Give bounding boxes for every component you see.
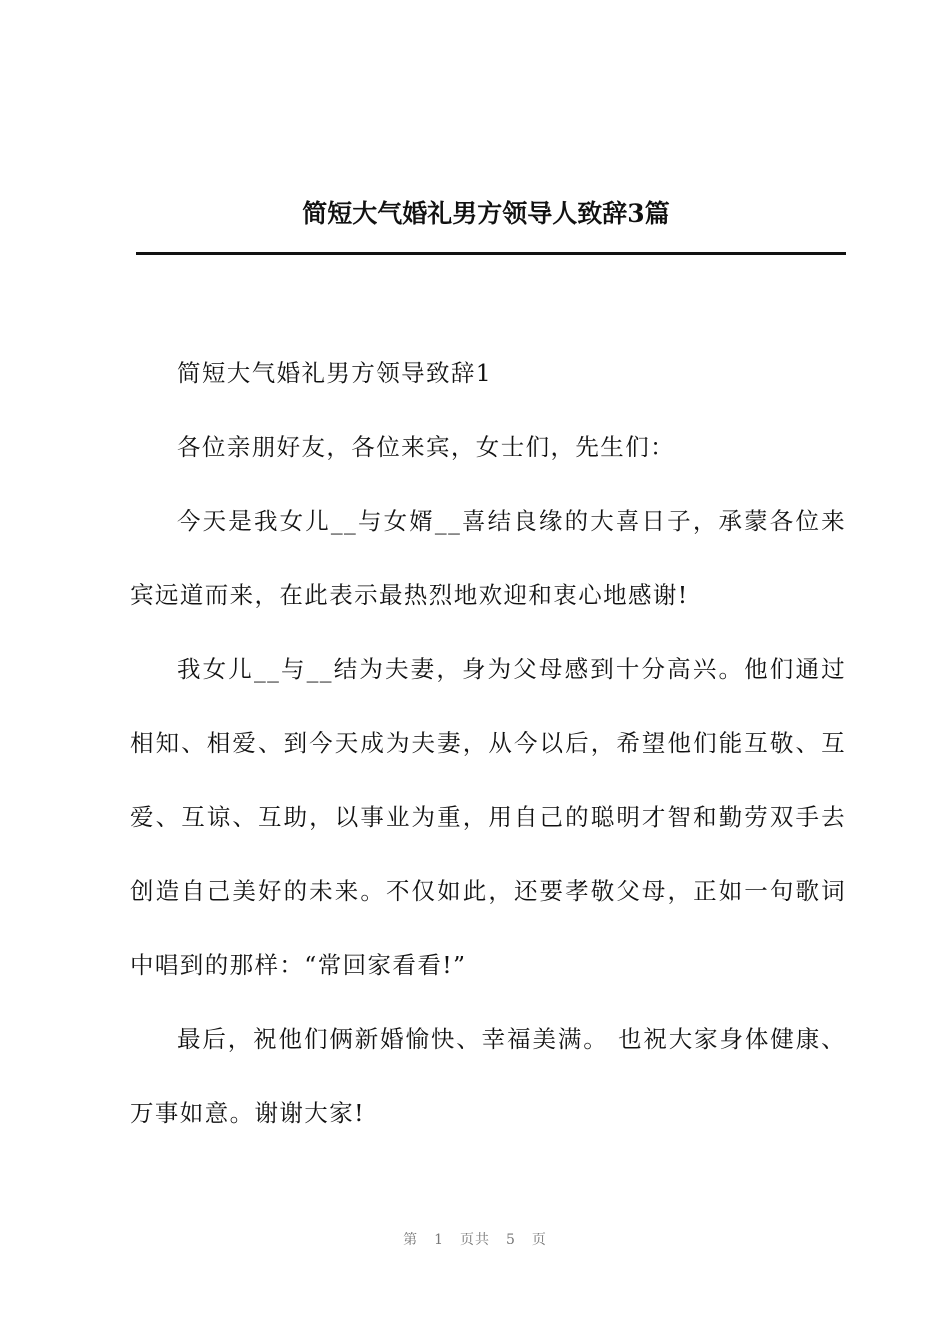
footer-middle: 页共 xyxy=(460,1232,490,1248)
body-paragraph: 我女儿__与__结为夫妻，身为父母感到十分高兴。他们通过相知、相爱、到今天成为夫妻，从今以后，希望他们能互敬、互爱、互谅、互助，以事业为重，用自己的聪明才智和勤劳双手去创造自己美好的未来。不仅如此，还要孝敬父母，正如一句歌词中唱到的那样：“常回家看看!” xyxy=(130,655,846,979)
footer-page-number: 1 xyxy=(434,1232,444,1248)
section-heading: 简短大气婚礼男方领导致辞1 xyxy=(177,359,493,387)
title-divider xyxy=(136,252,846,255)
footer-total-pages: 5 xyxy=(506,1232,516,1248)
document-title: 简短大气婚礼男方领导人致辞3篇 xyxy=(302,199,670,228)
footer-prefix: 第 xyxy=(403,1232,419,1248)
body-paragraph: 今天是我女儿__与女婿__喜结良缘的大喜日子，承蒙各位来宾远道而来，在此表示最热烈地欢迎和衷心地感谢! xyxy=(130,507,846,609)
footer-suffix: 页 xyxy=(531,1232,547,1248)
salutation-paragraph: 各位亲朋好友，各位来宾，女士们，先生们： xyxy=(177,433,675,461)
page-footer xyxy=(0,1229,950,1249)
closing-paragraph: 最后，祝他们俩新婚愉快、幸福美满。 也祝大家身体健康、万事如意。谢谢大家! xyxy=(130,1025,846,1127)
document-body xyxy=(130,336,846,1150)
